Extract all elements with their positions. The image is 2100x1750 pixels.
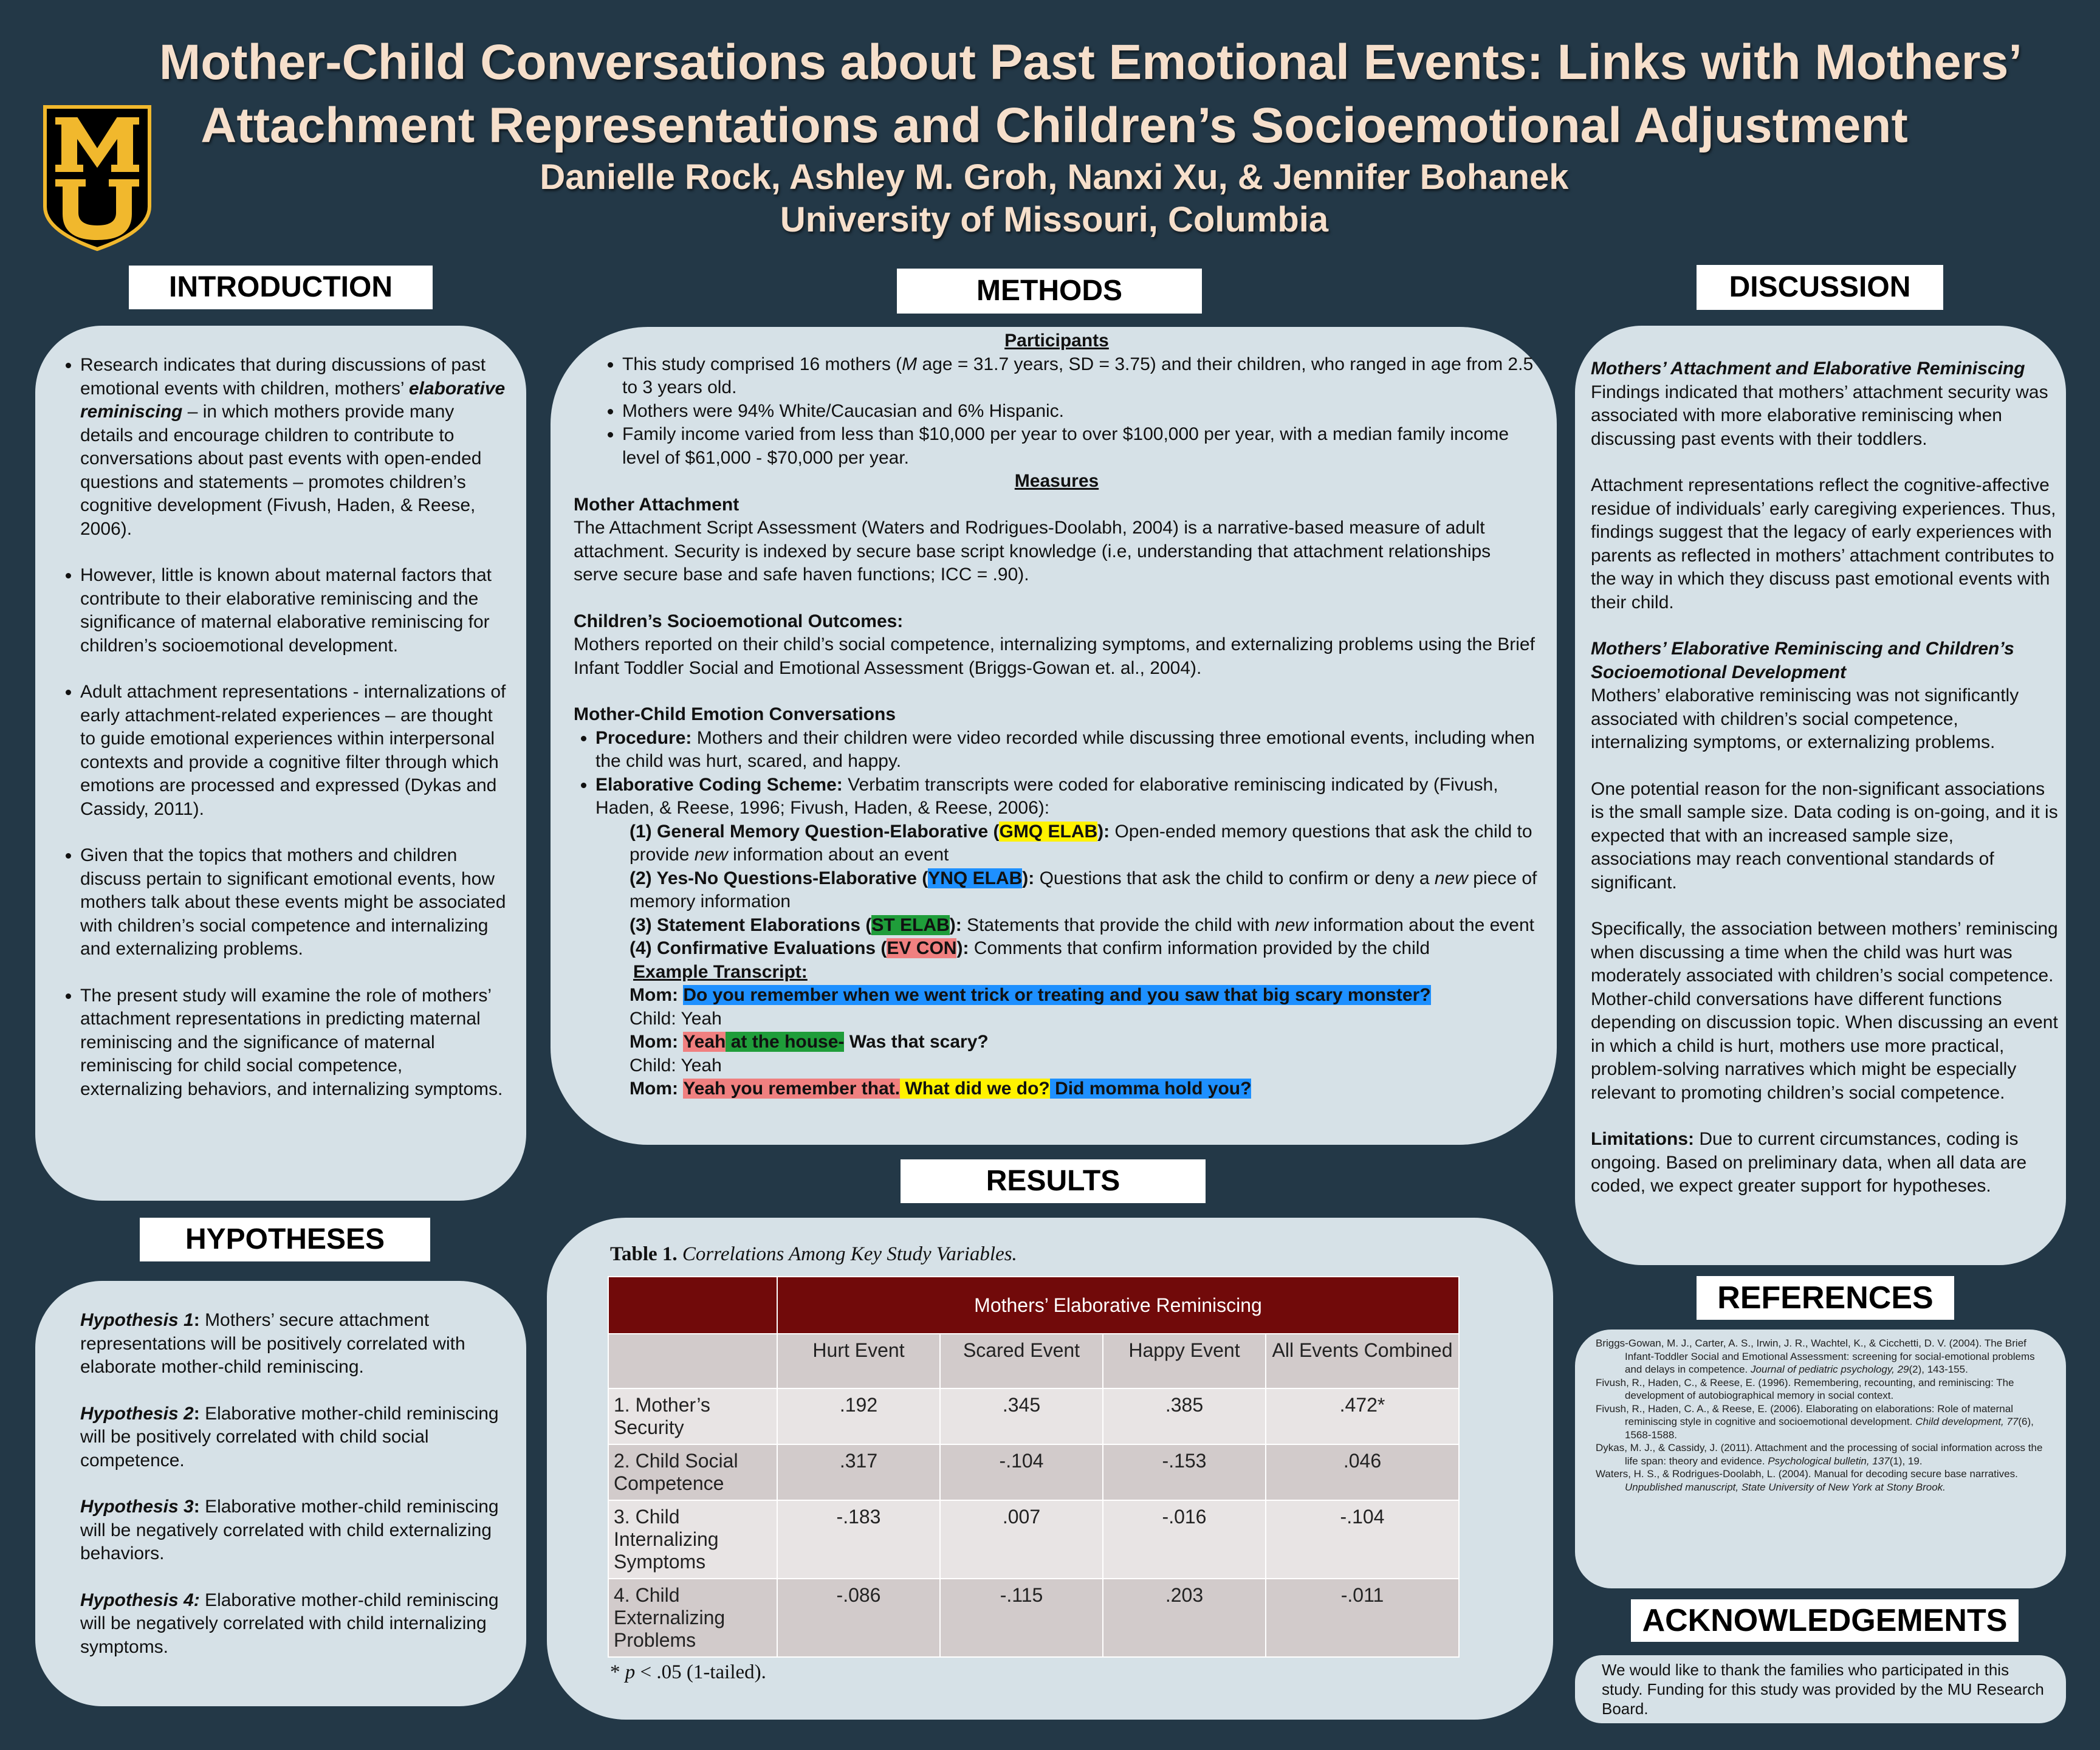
socioemotional-outcomes-heading: Children’s Socioemotional Outcomes: [574,611,904,631]
column-header: All Events Combined [1266,1334,1459,1388]
hypothesis-3: Hypothesis 3: Elaborative mother-child reminiscing will be negatively correlated with child externalizing behaviors. [80,1497,499,1563]
discussion-paragraph: One potential reason for the non-significant associations is the small sample size. Data coding is on-going, and it is expected that with an increased sample size, associations may reach conventional standards of significant. [1591,778,2058,893]
results-panel [547,1218,1553,1720]
participants-item: • Mothers were 94% White/Caucasian and 6% Hispanic. [622,400,1540,424]
participants-item: • Family income varied from less than $10,000 per year to over $100,000 per year, with a median family income level of $61,000 - $70,000 per year. [622,423,1540,470]
discussion-paragraph: Findings indicated that mothers’ attachment security was associated with more elaborative reminiscing when discussing past events with their toddlers. [1591,382,2048,449]
methods-heading: METHODS [897,269,1202,314]
procedure-item: • Procedure: Mothers and their children were video recorded while discussing three emotional events, including when the child was hurt, scared, and happy. [595,727,1540,774]
references-heading: REFERENCES [1697,1276,1954,1320]
hypothesis-4: Hypothesis 4: Elaborative mother-child reminiscing will be negatively correlated with child internalizing symptoms. [80,1590,499,1657]
participants-item: • This study comprised 16 mothers (M age = 31.7 years, SD = 3.75) and their children, who ranged in age from 2.5 to 3 years old. [622,353,1540,400]
discussion-subheading: Mothers’ Elaborative Reminiscing and Children’s Socioemotional Development [1591,639,2014,682]
table-cell: -.104 [940,1444,1103,1500]
reference-item: Dykas, M. J., & Cassidy, J. (2011). Attachment and the processing of social information across the life span: theory and evidence. Psychological bulletin, 137(1), 19. [1596,1442,2043,1467]
table-cell: .007 [940,1500,1103,1579]
transcript-line: Mom: Do you remember when we went trick or treating and you saw that big scary monster? [630,985,1431,1005]
table-cell: -.153 [1103,1444,1266,1500]
table-cell: .472* [1266,1388,1459,1444]
hypothesis-1: Hypothesis 1: Mothers’ secure attachment representations will be positively correlated with elaborate mother-child reminiscing. [80,1310,465,1377]
mother-attachment-heading: Mother Attachment [574,494,739,515]
transcript-line: Child: Yeah [630,1008,722,1029]
table-cell: -.011 [1266,1579,1459,1657]
affiliation: University of Missouri, Columbia [780,200,1329,239]
table-header-row [608,1334,1459,1388]
example-transcript-heading: Example Transcript: [633,961,808,982]
row-label: 4. Child Externalizing Problems [608,1579,777,1657]
table-header-empty [608,1334,777,1388]
table-caption: Table 1. Correlations Among Key Study Variables. [610,1243,1017,1265]
example-transcript [574,961,1540,1101]
row-label: 3. Child Internalizing Symptoms [608,1500,777,1579]
acknowledgements-text: We would like to thank the families who participated in this study. Funding for this study was provided by the MU Research Board. [1602,1661,2044,1718]
discussion-heading: DISCUSSION [1697,265,1943,310]
coding-codes [574,820,1540,961]
poster-title-line-1: Mother-Child Conversations about Past Emotional Events: Links with Mothers’ [159,35,2023,90]
coding-scheme-item: • Elaborative Coding Scheme: Verbatim transcripts were coded for elaborative reminiscing indicated by (Fivush, Haden, & Reese, 1996; Fivush, Haden, & Reese, 2006): [595,774,1540,820]
correlation-table [608,1276,1460,1658]
table-cell: .385 [1103,1388,1266,1444]
participants-heading: Participants [1004,331,1109,351]
column-header: Hurt Event [777,1334,940,1388]
discussion-paragraph: Attachment representations reflect the cognitive-affective residue of individuals’ early caregiving experiences. Thus, findings suggest that the legacy of early experiences with parents as reflected in mothers’ attachment contributes to the way in which they discuss past emotional events with their child. [1591,475,2056,612]
poster-title-line-2: Attachment Representations and Children’s Socioemotional Adjustment [201,98,1908,153]
transcript-line: Mom: Yeah you remember that. What did we do? Did momma hold you? [630,1079,1252,1099]
mother-attachment-text: The Attachment Script Assessment (Waters and Rodrigues-Doolabh, 2004) is a narrative-based measure of adult attachment. Security is indexed by secure base script knowledge (i.e, understanding that attachment relationships serve secure base and safe haven functions; ICC = .90). [574,518,1491,585]
conversations-list [574,727,1540,820]
introduction-bullet: • Research indicates that during discussions of past emotional events with children, mothers’ elaborative reminiscing – in which mothers provide many details and encourage children to contribute to conversations about past events with open-ended questions and statements – promotes children’s cognitive development (Fivush, Haden, & Reese, 2006). [80,354,507,541]
discussion-paragraph: Specifically, the association between mothers’ reminiscing when discussing a time when the child was hurt was moderately associated with children’s social competence. Mother-child conversations have different functions depending on discussion topic. When discussing an event in which a child is hurt, mothers use more practical, problem-solving narratives which might be especially relevant to promoting children’s social competence. [1591,919,2058,1103]
introduction-panel [35,326,526,1201]
code-ynq-elab: (2) Yes-No Questions-Elaborative (YNQ ELAB): Questions that ask the child to confirm or deny a new piece of memory information [630,868,1537,911]
methods-panel [551,327,1557,1145]
reference-item: Fivush, R., Haden, C. A., & Reese, E. (2006). Elaborating on elaborations: Role of maternal reminiscing style in cognitive and socioemotional development. Child development, 77(6), 1568-1588. [1596,1402,2034,1441]
introduction-heading: INTRODUCTION [129,266,433,309]
reference-item: Waters, H. S., & Rodrigues-Doolabh, L. (2004). Manual for decoding secure base narratives. Unpublished manuscript, State University of New York at Stony Brook. [1596,1468,2018,1493]
table-corner-cell [608,1277,777,1334]
results-heading: RESULTS [901,1159,1206,1203]
hypotheses-panel [35,1281,526,1706]
row-label: 2. Child Social Competence [608,1444,777,1500]
table-row [608,1500,1459,1579]
references-panel [1575,1330,2066,1588]
reference-item: Briggs-Gowan, M. J., Carter, A. S., Irwin, J. R., Wachtel, K., & Cicchetti, D. V. (2004). The Brief Infant-Toddler Social and Emotional Assessment: screening for social-emotional problems and delays in competence. Journal of pediatric psychology, 29(2), 143-155. [1596,1337,2035,1375]
table-cell: .203 [1103,1579,1266,1657]
introduction-bullet: • The present study will examine the role of mothers’ attachment representations in predicting maternal reminiscing and the significance of maternal reminiscing for child social competence, externalizing behaviors, and internalizing symptoms. [80,984,507,1102]
participants-list [574,353,1540,470]
row-label: 1. Mother’s Security [608,1388,777,1444]
authors: Danielle Rock, Ashley M. Groh, Nanxi Xu, & Jennifer Bohanek [540,157,1569,197]
hypotheses-heading: HYPOTHESES [140,1218,430,1261]
code-st-elab: (3) Statement Elaborations (ST ELAB): Statements that provide the child with new information about the event [630,914,1534,935]
table-row [608,1444,1459,1500]
table-group-header-row [608,1277,1459,1334]
limitations-paragraph: Limitations: Due to current circumstances, coding is ongoing. Based on preliminary data, when all data are coded, we expect greater support for hypotheses. [1591,1129,2027,1196]
code-ev-con: (4) Confirmative Evaluations (EV CON): Comments that confirm information provided by the child [630,938,1430,958]
group-header: Mothers’ Elaborative Reminiscing [777,1277,1459,1334]
hypothesis-2: Hypothesis 2: Elaborative mother-child reminiscing will be positively correlated with child social competence. [80,1403,499,1470]
socioemotional-outcomes-text: Mothers reported on their child’s social competence, internalizing symptoms, and externalizing problems using the Brief Infant Toddler Social and Emotional Assessment (Briggs-Gowan et. al., 2004). [574,634,1535,678]
table-cell: -.115 [940,1579,1103,1657]
code-gmq-elab: (1) General Memory Question-Elaborative (GMQ ELAB): Open-ended memory questions that ask the child to provide new information about an event [630,821,1532,865]
introduction-list [56,354,507,1101]
acknowledgements-panel [1575,1655,2066,1723]
table-note: * p < .05 (1-tailed). [610,1661,766,1683]
table-cell: -.183 [777,1500,940,1579]
table-cell: -.104 [1266,1500,1459,1579]
column-header: Scared Event [940,1334,1103,1388]
measures-heading: Measures [1014,471,1099,491]
introduction-bullet: • However, little is known about maternal factors that contribute to their elaborative reminiscing and the significance of maternal elaborative reminiscing for children’s socioemotional development. [80,564,507,657]
transcript-line: Child: Yeah [630,1055,722,1076]
table-row [608,1388,1459,1444]
mu-logo [40,103,154,253]
table-cell: .317 [777,1444,940,1500]
table-row [608,1579,1459,1657]
emotion-conversations-heading: Mother-Child Emotion Conversations [574,704,896,724]
transcript-line: Mom: Yeah at the house- Was that scary? [630,1032,989,1052]
table-cell: -.016 [1103,1500,1266,1579]
acknowledgements-heading: ACKNOWLEDGEMENTS [1631,1599,2019,1642]
discussion-panel [1575,326,2066,1265]
discussion-paragraph: Mothers’ elaborative reminiscing was not significantly associated with children’s social competence, internalizing symptoms, or externalizing problems. [1591,685,2019,752]
introduction-bullet: • Adult attachment representations - internalizations of early attachment-related experiences – are thought to guide emotional experiences within interpersonal contexts and provide a cognitive filter through which emotions are processed and expressed (Dykas and Cassidy, 2011). [80,681,507,821]
column-header: Happy Event [1103,1334,1266,1388]
table-cell: .192 [777,1388,940,1444]
table-cell: .046 [1266,1444,1459,1500]
discussion-subheading: Mothers’ Attachment and Elaborative Reminiscing [1591,359,2025,379]
reference-item: Fivush, R., Haden, C., & Reese, E. (1996). Remembering, recounting, and reminiscing: The development of autobiographical memory in social context. [1596,1376,2014,1401]
table-cell: .345 [940,1388,1103,1444]
table-cell: -.086 [777,1579,940,1657]
introduction-bullet: • Given that the topics that mothers and children discuss pertain to significant emotional events, how mothers talk about these events might be associated with children’s social competence and internalizing and externalizing problems. [80,844,507,961]
